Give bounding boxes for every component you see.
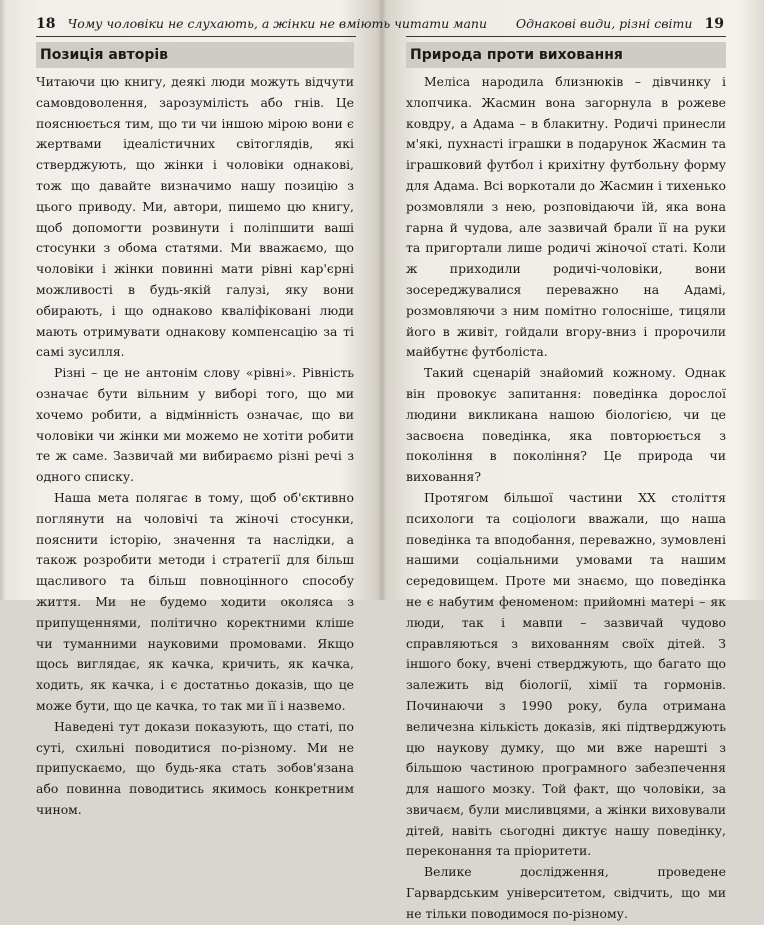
header-rule (406, 36, 726, 37)
paragraph: Протягом більшої частини ХХ століття психологи та соціологи вважали, що наша поведінка та вподобання, переважно, зумовлені нашими соціальними умовами та нашим середовищем. Проте ми знаємо, що поведінка не є набутим феноменом: прийомні матері – як люди, так і мавпи – зазвичай чудово справляються з вихованням своїх дітей. З іншого боку, вчені стверджують, що багато що залежить від біології, хімії та гормонів. Починаючи з 1990 року, була отримана величезна кількість доказів, які підтверджують цю наукову думку, що ми вже нарешті з більшою частиною програмного забезпечення для нашого мозку. Той факт, що чоловіки, за звичаєм, були мисливцями, а жінки виховували дітей, навіть сьогодні диктує нашу поведінку, переконання та пріоритети. (406, 489, 726, 859)
right-page (384, 0, 764, 921)
section-title: Природа проти виховання (406, 42, 726, 68)
section-title: Позиція авторів (36, 42, 354, 68)
running-head-right (516, 14, 724, 34)
paragraph: Меліса народила близнюків – дівчинку і хлопчика. Жасмин вона загорнула в рожеве ковдру, а Адама – в блакитну. Родичі принесли м'які, пухнасті іграшки в подарунок Жасмин та іграшковий футбол і крихітну футбольну форму для Адама. Всі воркотали до Жасмин і тихенько розмовляли з нею, розповідаючи їй, яка вона гарна й чудова, але зазвичай брали її на руки та пригортали лише родичі жіночої статі. Коли ж приходили родичі-чоловіки, вони зосереджувалися переважно на Адамі, розмовляючи з ним помітно голосніше, тицяли його в живіт, гойдали вгору-вниз і пророчили майбутнє футболіста. (406, 74, 726, 360)
page-number: 18 (36, 16, 56, 32)
paragraph: Читаючи цю книгу, деякі люди можуть відчути самовдоволення, зарозумілість або гнів. Це пояснюється тим, що ти чи іншою мірою вони є жертвами ідеалістичних світоглядів, які стверджують, що жінки і чоловіки однакові, тож що давайте визначимо нашу позицію з цього приводу. Ми, автори, пишемо цю книгу, щоб допомогти розвинути і поліпшити ваші стосунки з обома статями. Ми вважаємо, що чоловіки і жінки повинні мати рівні кар'єрні можливості в будь-якій галузі, яку вони обирають, і що однаково кваліфіковані люди мають отримувати однакову компенсацію за ті самі зусилля. (36, 74, 354, 360)
body-text (406, 72, 726, 925)
header-rule (36, 36, 356, 37)
page-number: 19 (704, 16, 724, 32)
running-head-text: Однакові види, різні світи (515, 16, 693, 31)
paragraph: Наша мета полягає в тому, щоб об'єктивно поглянути на чоловічі та жіночі стосунки, пояснити історію, значення та наслідки, а також розробити методи і стратегії для більш щасливого та більш повноцінного способу життя. Ми не будемо ходити околяса з припущеннями, політично коректними кліше чи туманними науковими промовами. Якщо щось виглядає, як качка, кричить, як качка, ходить, як качка, і є достатньо доказів, що це може бути, що це качка, то так ми її і назвемо. (36, 489, 354, 713)
paragraph: Такий сценарій знайомий кожному. Однак він провокує запитання: поведінка дорослої людини викликана нашою біологією, чи це засвоєна поведінка, яка повторюється з покоління в покоління? Це природа чи виховання? (406, 365, 726, 485)
running-head-text: Чому чоловіки не слухають, а жінки не вміють читати мапи (67, 16, 488, 31)
paragraph: Різні – це не антонім слову «рівні». Рівність означає бути вільним у виборі того, що ми хочемо робити, а відмінність означає, що ви чоловіки чи жінки ми можемо не хотіти робити те ж саме. Зазвичай ми вибираємо різні речі з одного списку. (36, 365, 354, 485)
body-text (36, 72, 354, 821)
paragraph: Велике дослідження, проведене Гарвардським університетом, свідчить, що ми не тільки поводимося по-різному. (406, 864, 726, 921)
paragraph: Наведені тут докази показують, що статі, по суті, схильні поводитися по-різному. Ми не припускаємо, що будь-яка стать зобов'язана або повинна поводитись якимось конкретним чином. (36, 718, 354, 817)
